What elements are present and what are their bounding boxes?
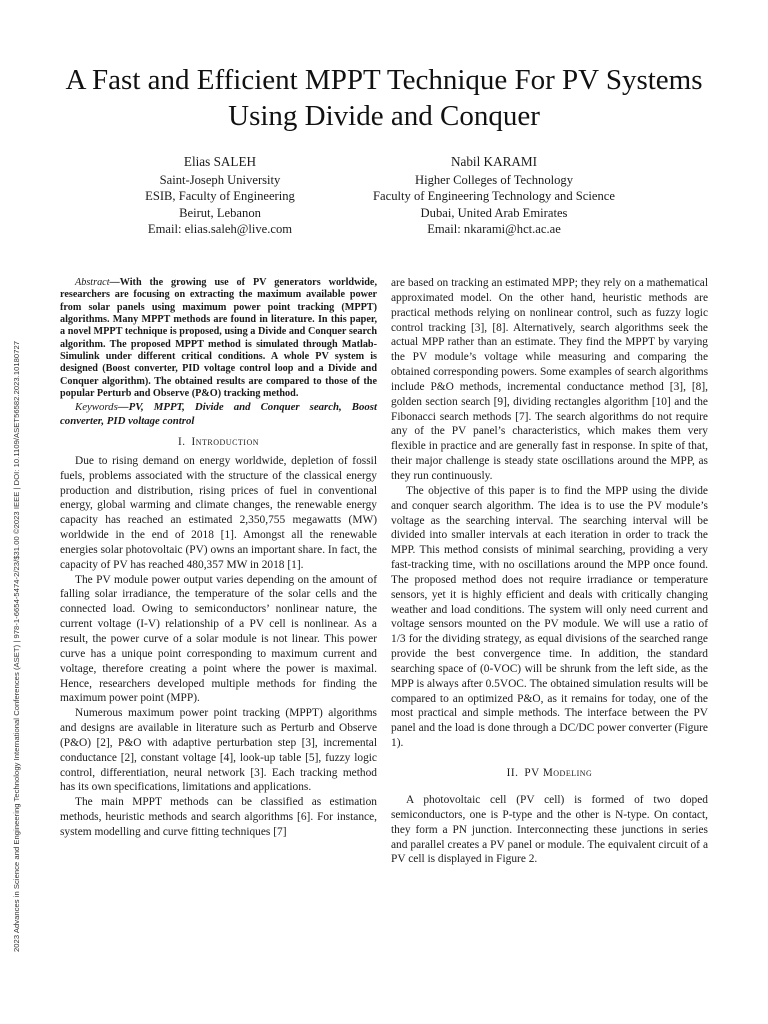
left-column — [60, 277, 377, 840]
keywords-lead: Keywords — [75, 401, 118, 414]
author-affiliation: Higher Colleges of Technology — [414, 172, 574, 187]
abstract — [60, 277, 377, 400]
author-location: Dubai, United Arab Emirates — [420, 205, 568, 220]
author-affiliation: Faculty of Engineering Technology and Science — [373, 189, 615, 204]
section-heading-pv-modeling — [391, 766, 708, 780]
doi-side-note-text: 2023 Advances in Science and Engineering Technology International Conferences (ASET) | 978-1-6654-5474-2/23/$31.00 ©2023 IEEE | DOI: 10.1109/ASET56582.2023.10180727 — [12, 340, 21, 952]
body-paragraph: The PV module power output varies depending on the amount of falling solar irradiance, the temperature of the solar cells and the connected load. Owing to semiconductors’ nonlinear nature, the current voltage (I-V) relationship of a PV cell is nonlinear. As a result, the power curve of a solar module is not linear. This power curve has a unique point corresponding to maximum current and voltage, therefore creating a point where the power is maximal. Hence, researchers developed multiple methods for finding the maximum power point (MPP). — [60, 573, 377, 705]
right-column — [391, 276, 708, 867]
author-name: Nabil KARAMI — [450, 154, 538, 169]
author-location: Beirut, Lebanon — [179, 205, 261, 220]
body-paragraph: are based on tracking an estimated MPP; they rely on a mathematical approximated model. On the other hand, heuristic methods are practical methods relying on nonlinear control, such as fuzzy logic control tracking [3], [8]. Alternatively, search algorithms seek the actual MPP rather than an estimate. They find the MPPT by varying the PV module’s voltage while measuring and comparing the obtained corresponding powers. Some examples of search algorithms include P&O methods, incremental conductance method [3], [8], golden section search [9], dividing rectangles algorithm [10] and the Fibonacci search methods [7]. The search algorithms do not require any of the PV panel’s characteristics, which makes them very flexible in practice and are generally fast in response. In spite of that, their major challenge is steady state oscillations around the MPP, as they run continuously. — [391, 277, 708, 482]
author-block-1 — [120, 154, 320, 238]
paper-title: A Fast and Efficient MPPT Technique For PV Systems Using Divide and Conquer — [65, 64, 703, 132]
abstract-lead: Abstract — [75, 277, 110, 288]
doi-side-note — [10, 204, 24, 952]
author-block-2 — [366, 154, 622, 238]
author-email: Email: elias.saleh@live.com — [147, 222, 293, 237]
body-paragraph: Due to rising demand on energy worldwide, depletion of fossil fuels, problems associated with the structure of the classical energy production and distribution, rising prices of fuel in conventional energy, global warming and climate changes, the renewable energy capacity has reached an estimated 2,350,755 megawatts (MW) worldwide in the end of 2018 [1]. Amongst all the renewable energies solar photovoltaic (PV) owns an important share. In fact, the capacity of PV has reached 480,357 MW in 2018 [1]. — [60, 454, 377, 571]
author-email: Email: nkarami@hct.ac.ae — [427, 222, 561, 237]
section-number: I. — [177, 435, 186, 448]
author-name: Elias SALEH — [183, 154, 257, 169]
body-paragraph: Numerous maximum power point tracking (MPPT) algorithms and designs are available in literature such as Perturb and Observe (P&O) [2], P&O with adaptive perturbation step [3], incremental conductance [2], constant voltage [4], look-up table [5], fuzzy logic control, differentiation, neural network [3]. Each tracking method has its own specifications, limitations and applications. — [60, 707, 377, 794]
section-title: PV Modeling — [524, 767, 593, 779]
section-title: Introduction — [191, 435, 260, 448]
body-paragraph: A photovoltaic cell (PV cell) is formed of two doped semiconductors, one is P-type and the other is N-type. On contact, they form a PN junction. Interconnecting these junctions in series and parallel creates a PV panel or module. The equivalent circuit of a PV cell is displayed in Figure 2. — [391, 794, 708, 866]
body-paragraph: The objective of this paper is to find the MPP using the divide and conquer search algorithm. The idea is to use the PV module’s voltage as the searching interval. The searching interval will be divided into smaller intervals at each iteration in order to track the MPP. This method consists of minimal searching, providing a very fast-tracking time, with no oscillations around the MPP once found. The proposed method does not require irradiance or temperature sensors, yet it is highly efficient and deals with critically changing weather and load conditions. The system will only need current and voltage sensors mounted on the PV module. We will use a ratio of 1/3 for the dividing strategy, as equal divisions of the searched range provide the best convergence time. In addition, the standard searching space of (0-VOC) will be shrunk from the left side, as the MPP is always after 0.5VOC. The obtained simulation results will be compared to an optimized P&O, as it remains for today, one of the most practical and simple methods. The interface between the PV panel and the load is done through a DC/DC power converter (Figure 1). — [391, 484, 708, 750]
author-affiliation: ESIB, Faculty of Engineering — [145, 189, 295, 204]
abstract-text: —With the growing use of PV generators worldwide, researchers are focusing on extracting the maximum available power from solar panels using maximum power point tracking (MPPT) algorithms. Many MPPT methods are found in literature. In this paper, a novel MPPT technique is proposed, using a Divide and Conquer search algorithm. The proposed MPPT method is simulated through Matlab-Simulink under different critical conditions. A whole PV system is designed (Boost converter, PID voltage control loop and a Divide and Conquer algorithm). The obtained results are compared to those of the popular Perturb and Observe (P&O) tracking method. — [60, 277, 377, 400]
author-affiliation: Saint-Joseph University — [159, 172, 281, 187]
section-heading-introduction — [60, 435, 377, 449]
keywords-text: —PV, MPPT, Divide and Conquer search, Boost converter, PID voltage control — [60, 401, 377, 427]
keywords — [60, 401, 377, 427]
section-number: II. — [506, 767, 519, 779]
body-paragraph: The main MPPT methods can be classified as estimation methods, heuristic methods and search algorithms [6]. For instance, system modelling and curve fitting techniques [7] — [60, 796, 377, 838]
